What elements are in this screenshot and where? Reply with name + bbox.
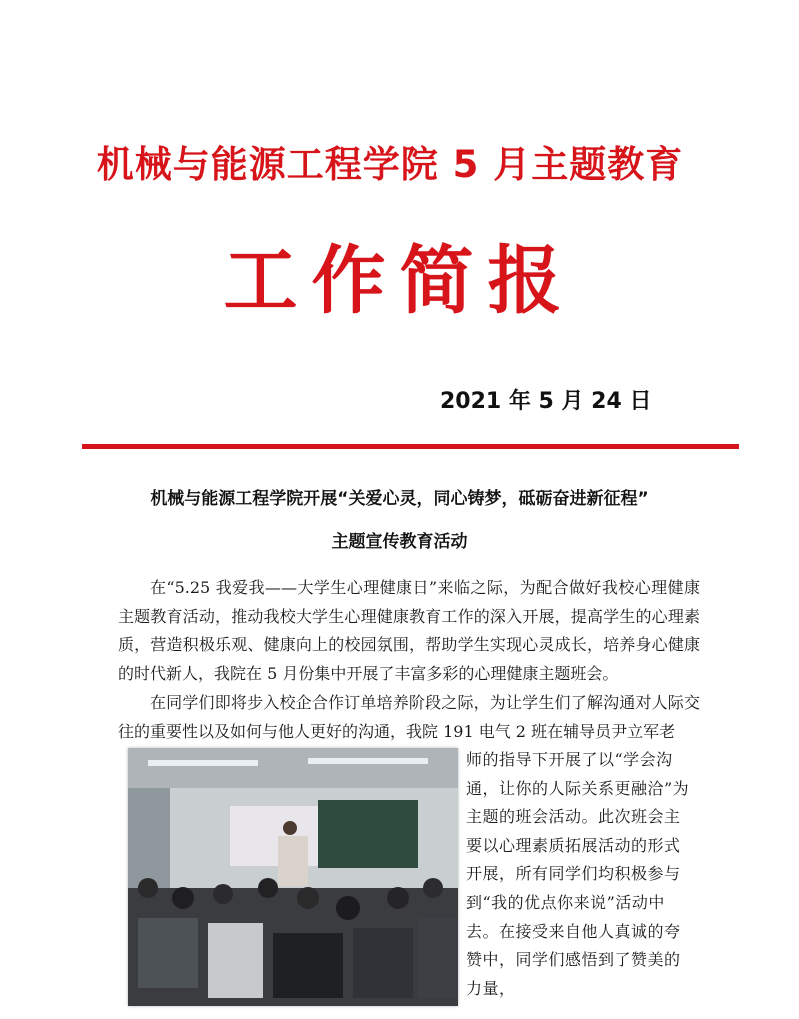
class-meeting-photo-illustration <box>128 748 458 1006</box>
briefing-date: 2021 年 5 月 24 日 <box>440 389 652 414</box>
article-paragraph-1: 在“5.25 我爱我——大学生心理健康日”来临之际，为配合做好我校心理健康主题教育活动，推动我校大学生心理健康教育工作的深入开展，提高学生的心理素质，营造积极乐观、健康向上的校园氛围，帮助学生实现心灵成长，培养身心健康的时代新人，我院在 5 月份集中开展了丰富多彩的心理健康主题班会。 <box>118 578 700 683</box>
article-paragraph-2-continued: 师的指导下开展了以“学会沟通，让你的人际关系更融洽”为主题的班会活动。此次班会主要以心理素质拓展活动的形式开展，所有同学们均积极参与到“我的优点你来说”活动中去。在接受来自他人真诚的夸赞中，同学们感悟到了赞美的力量， <box>466 750 690 998</box>
class-meeting-photo <box>128 748 458 1006</box>
article-title: 机械与能源工程学院开展“关爱心灵，同心铸梦，砥砺奋进新征程” <box>150 489 649 509</box>
briefing-subtitle: 机械与能源工程学院 5 月主题教育 <box>96 143 684 186</box>
red-divider <box>82 444 739 449</box>
briefing-title: 工作简报 <box>223 238 576 324</box>
article-subtitle: 主题宣传教育活动 <box>331 532 468 552</box>
article-paragraph-2: 在同学们即将步入校企合作订单培养阶段之际，为让学生们了解沟通对人际交往的重要性以及如何与他人更好的沟通，我院 191 电气 2 班在辅导员尹立军老 <box>118 693 700 741</box>
